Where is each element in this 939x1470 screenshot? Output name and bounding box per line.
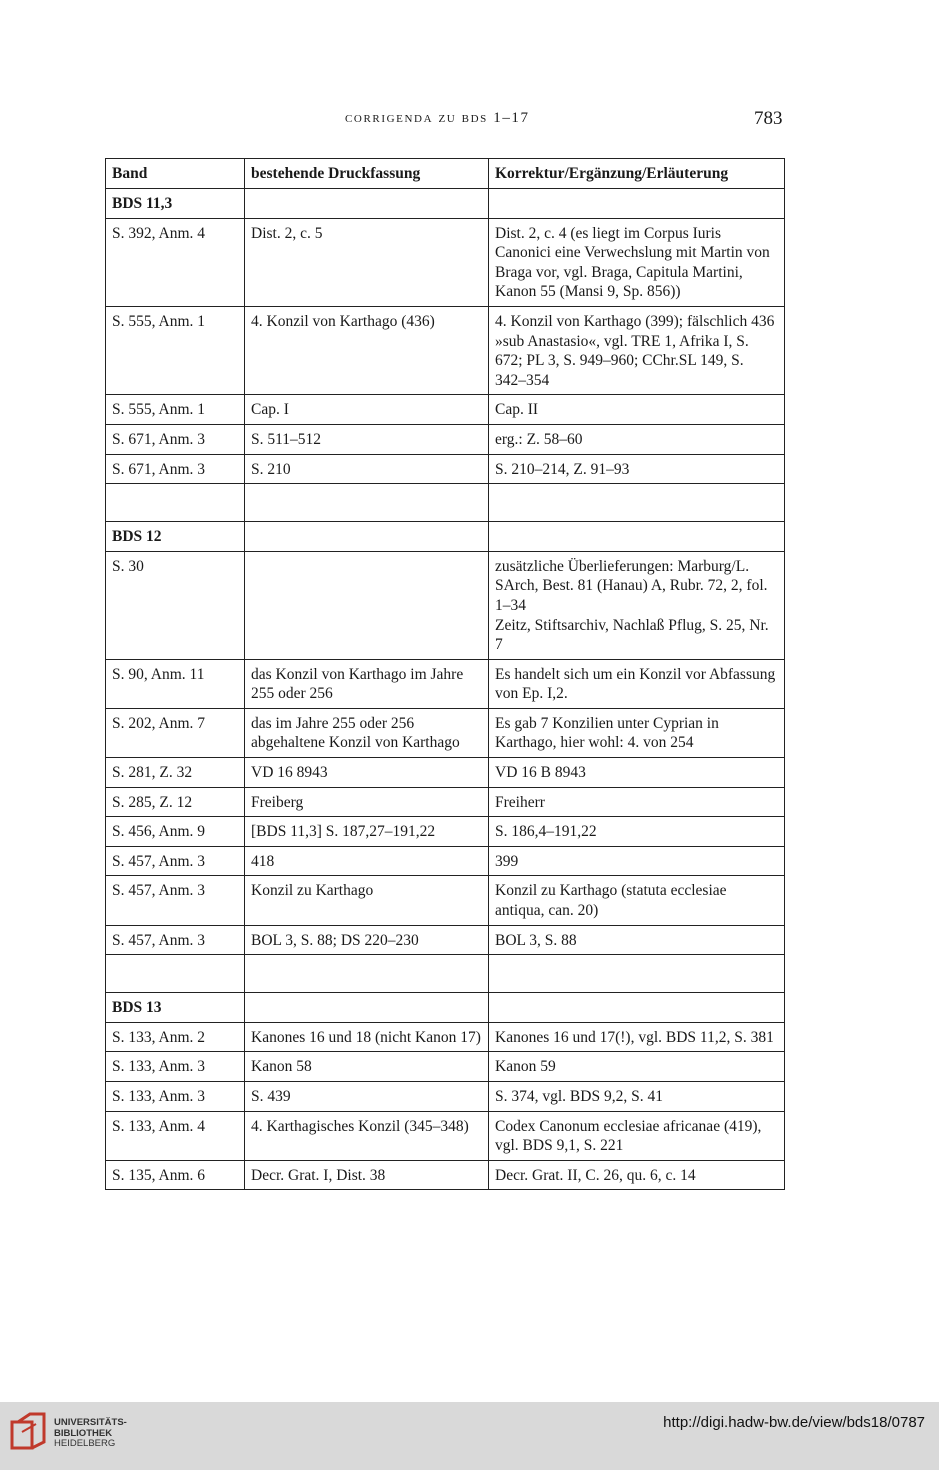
band-empty-cell	[245, 189, 489, 219]
table-header-row	[106, 159, 785, 189]
band-heading-row	[106, 522, 785, 552]
existing-print-cell: S. 210	[245, 454, 489, 484]
reference-cell: S. 555, Anm. 1	[106, 395, 245, 425]
spacer-row	[106, 955, 785, 993]
spacer-cell	[106, 955, 245, 993]
table-row	[106, 395, 785, 425]
correction-cell: Codex Canonum ecclesiae africanae (419), vgl. BDS 9,1, S. 221	[489, 1111, 785, 1160]
logo-line-3: HEIDELBERG	[54, 1438, 116, 1449]
existing-print-cell: Dist. 2, c. 5	[245, 218, 489, 306]
running-title: corrigenda zu bds 1–17	[345, 110, 530, 126]
page-number: 783	[754, 108, 783, 129]
band-heading: BDS 12	[106, 522, 245, 552]
spacer-cell	[245, 484, 489, 522]
spacer-cell	[245, 955, 489, 993]
band-empty-cell	[489, 189, 785, 219]
existing-print-cell: VD 16 8943	[245, 758, 489, 788]
table-row	[106, 424, 785, 454]
existing-print-cell: 4. Karthagisches Konzil (345–348)	[245, 1111, 489, 1160]
corrigenda-table	[105, 158, 785, 1190]
reference-cell: S. 135, Anm. 6	[106, 1160, 245, 1190]
band-heading: BDS 13	[106, 993, 245, 1023]
existing-print-cell: das im Jahre 255 oder 256 abgehaltene Konzil von Karthago	[245, 708, 489, 757]
existing-print-cell: Konzil zu Karthago	[245, 876, 489, 925]
reference-cell: S. 133, Anm. 4	[106, 1111, 245, 1160]
band-empty-cell	[245, 522, 489, 552]
correction-cell: Decr. Grat. II, C. 26, qu. 6, c. 14	[489, 1160, 785, 1190]
correction-cell: erg.: Z. 58–60	[489, 424, 785, 454]
correction-cell: S. 374, vgl. BDS 9,2, S. 41	[489, 1082, 785, 1112]
logo-line-1: UNIVERSITÄTS-	[54, 1417, 127, 1428]
existing-print-cell: Kanones 16 und 18 (nicht Kanon 17)	[245, 1022, 489, 1052]
band-empty-cell	[489, 993, 785, 1023]
table-row	[106, 659, 785, 708]
table-row	[106, 1111, 785, 1160]
correction-cell: BOL 3, S. 88	[489, 925, 785, 955]
correction-cell: S. 210–214, Z. 91–93	[489, 454, 785, 484]
reference-cell: S. 392, Anm. 4	[106, 218, 245, 306]
correction-cell: Kanon 59	[489, 1052, 785, 1082]
band-heading-row	[106, 993, 785, 1023]
table-row	[106, 1160, 785, 1190]
reference-cell: S. 457, Anm. 3	[106, 876, 245, 925]
reference-cell: S. 202, Anm. 7	[106, 708, 245, 757]
reference-cell: S. 671, Anm. 3	[106, 454, 245, 484]
permalink-url[interactable]: http://digi.hadw-bw.de/view/bds18/0787	[663, 1414, 925, 1431]
correction-cell: VD 16 B 8943	[489, 758, 785, 788]
reference-cell: S. 285, Z. 12	[106, 787, 245, 817]
table-row	[106, 846, 785, 876]
reference-cell: S. 555, Anm. 1	[106, 306, 245, 394]
existing-print-cell: Freiberg	[245, 787, 489, 817]
band-heading: BDS 11,3	[106, 189, 245, 219]
correction-cell: Dist. 2, c. 4 (es liegt im Corpus Iuris Canonici eine Verwechslung mit Martin von Braga vor, vgl. Braga, Capitula Martini, Kanon 55 (Mansi 9, Sp. 856))	[489, 218, 785, 306]
table-row	[106, 708, 785, 757]
table-row	[106, 817, 785, 847]
correction-cell: Es handelt sich um ein Konzil vor Abfassung von Ep. I,2.	[489, 659, 785, 708]
spacer-cell	[106, 484, 245, 522]
existing-print-cell: 4. Konzil von Karthago (436)	[245, 306, 489, 394]
table-body	[106, 189, 785, 1190]
existing-print-cell: Kanon 58	[245, 1052, 489, 1082]
correction-cell: Cap. II	[489, 395, 785, 425]
correction-cell: zusätzliche Überlieferungen: Marburg/L. SArch, Best. 81 (Hanau) A, Rubr. 72, 2, fol. 1–34 Zeitz, Stiftsarchiv, Nachlaß Pflug, S. 25, Nr. 7	[489, 551, 785, 659]
running-head	[0, 108, 939, 132]
existing-print-cell: Cap. I	[245, 395, 489, 425]
reference-cell: S. 133, Anm. 2	[106, 1022, 245, 1052]
band-heading-row	[106, 189, 785, 219]
table-row	[106, 1052, 785, 1082]
existing-print-cell: BOL 3, S. 88; DS 220–230	[245, 925, 489, 955]
existing-print-cell: 418	[245, 846, 489, 876]
column-header-new: Korrektur/Ergänzung/Erläuterung	[489, 159, 785, 189]
table-row	[106, 787, 785, 817]
reference-cell: S. 457, Anm. 3	[106, 846, 245, 876]
existing-print-cell: Decr. Grat. I, Dist. 38	[245, 1160, 489, 1190]
column-header-band: Band	[106, 159, 245, 189]
spacer-row	[106, 484, 785, 522]
library-logo-text	[54, 1418, 127, 1450]
table-row	[106, 551, 785, 659]
existing-print-cell: S. 439	[245, 1082, 489, 1112]
reference-cell: S. 133, Anm. 3	[106, 1052, 245, 1082]
correction-cell: 399	[489, 846, 785, 876]
table-row	[106, 218, 785, 306]
reference-cell: S. 90, Anm. 11	[106, 659, 245, 708]
reference-cell: S. 30	[106, 551, 245, 659]
correction-cell: 4. Konzil von Karthago (399); fälschlich 436 »sub Anastasio«, vgl. TRE 1, Afrika I, S. 672; PL 3, S. 949–960; CChr.SL 149, S. 342–354	[489, 306, 785, 394]
spacer-cell	[489, 955, 785, 993]
table-row	[106, 758, 785, 788]
table-row	[106, 925, 785, 955]
correction-cell: Kanones 16 und 17(!), vgl. BDS 11,2, S. 381	[489, 1022, 785, 1052]
correction-cell: Es gab 7 Konzilien unter Cyprian in Karthago, hier wohl: 4. von 254	[489, 708, 785, 757]
table-row	[106, 876, 785, 925]
footer-bar	[0, 1402, 939, 1470]
spacer-cell	[489, 484, 785, 522]
existing-print-cell: [BDS 11,3] S. 187,27–191,22	[245, 817, 489, 847]
band-empty-cell	[245, 993, 489, 1023]
column-header-old: bestehende Druckfassung	[245, 159, 489, 189]
band-empty-cell	[489, 522, 785, 552]
reference-cell: S. 671, Anm. 3	[106, 424, 245, 454]
correction-cell: Konzil zu Karthago (statuta ecclesiae antiqua, can. 20)	[489, 876, 785, 925]
existing-print-cell	[245, 551, 489, 659]
correction-cell: S. 186,4–191,22	[489, 817, 785, 847]
reference-cell: S. 281, Z. 32	[106, 758, 245, 788]
table-row	[106, 1082, 785, 1112]
logo-line-2: BIBLIOTHEK	[54, 1427, 113, 1439]
table-row	[106, 306, 785, 394]
existing-print-cell: das Konzil von Karthago im Jahre 255 oder 256	[245, 659, 489, 708]
table-row	[106, 454, 785, 484]
reference-cell: S. 133, Anm. 3	[106, 1082, 245, 1112]
existing-print-cell: S. 511–512	[245, 424, 489, 454]
library-logo-icon	[10, 1412, 46, 1452]
table-row	[106, 1022, 785, 1052]
reference-cell: S. 456, Anm. 9	[106, 817, 245, 847]
correction-cell: Freiherr	[489, 787, 785, 817]
reference-cell: S. 457, Anm. 3	[106, 925, 245, 955]
